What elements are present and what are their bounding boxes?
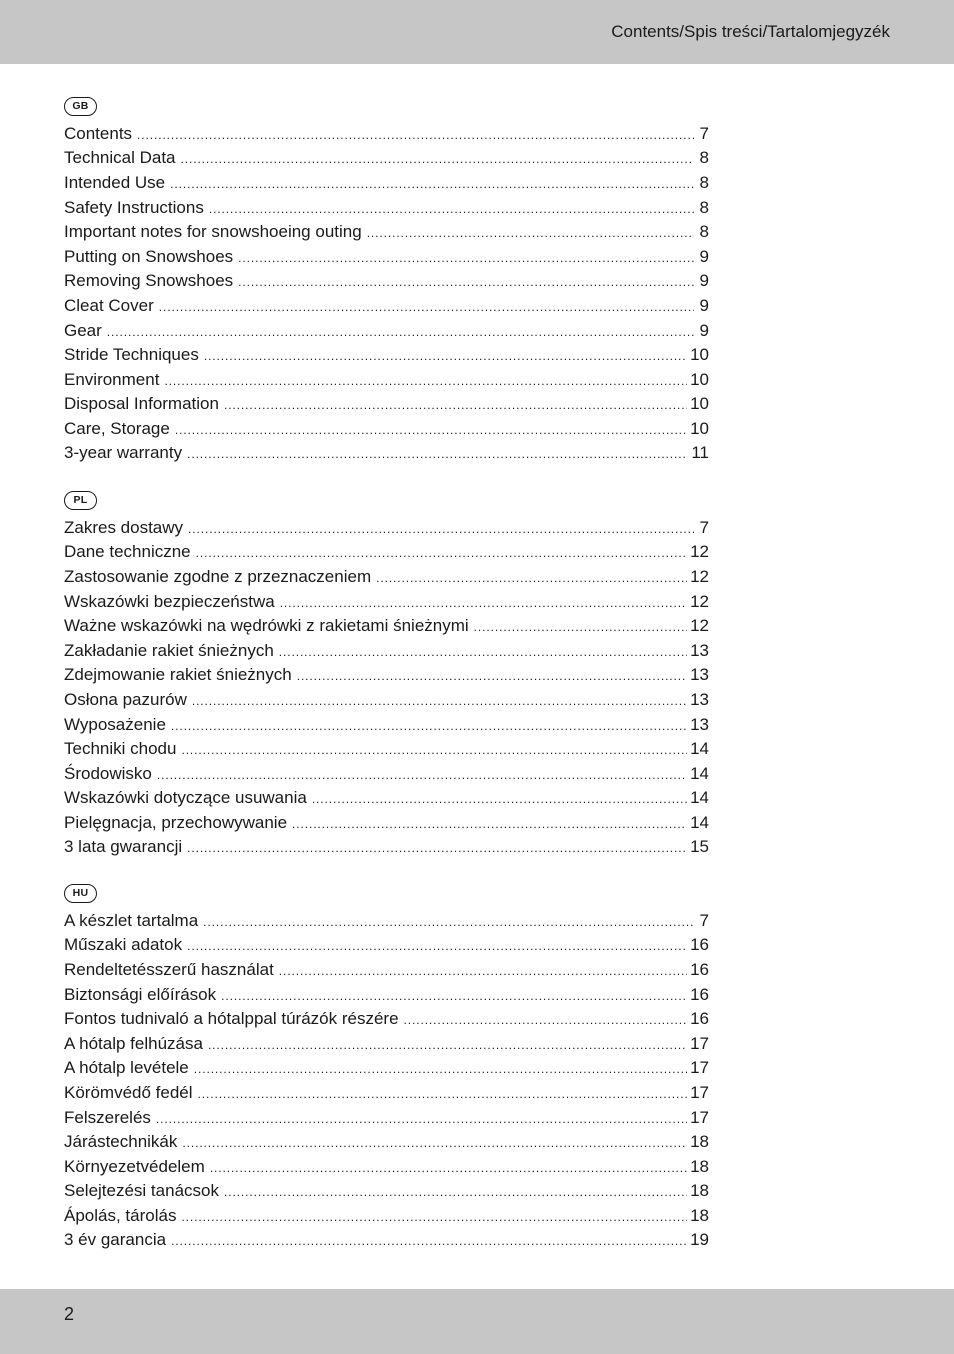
toc-entry-title: Műszaki adatok: [64, 935, 183, 955]
toc-entry: [64, 540, 709, 565]
toc-entry: [64, 441, 709, 466]
toc-entry-page: 17: [690, 1058, 709, 1078]
toc-entry-title: Zastosowanie zgodne z przeznaczeniem: [64, 566, 372, 586]
toc-list-pl: [64, 516, 709, 860]
toc-entry-title: Safety Instructions: [64, 197, 204, 217]
toc-dot-leader: [171, 1229, 687, 1254]
toc-dot-leader: [196, 541, 687, 566]
toc-entry-title: Wyposażenie: [64, 714, 166, 734]
toc-entry-page: 16: [690, 984, 709, 1004]
toc-dot-leader: [203, 910, 694, 935]
toc-entry-title: Putting on Snowshoes: [64, 246, 234, 266]
language-badge-gb: GB: [64, 97, 97, 116]
toc-entry: [64, 122, 709, 147]
toc-entry-title: A hótalp felhúzása: [64, 1033, 203, 1053]
toc-entry: [64, 368, 709, 393]
toc-entry: [64, 1204, 709, 1229]
toc-entry-page: 15: [690, 837, 709, 857]
toc-entry: [64, 811, 709, 836]
toc-dot-leader: [181, 1205, 687, 1230]
toc-dot-leader: [171, 714, 687, 739]
language-badge-hu: HU: [64, 884, 97, 903]
toc-entry-page: 17: [690, 1033, 709, 1053]
toc-entry-title: Zakładanie rakiet śnieżnych: [64, 640, 274, 660]
toc-entry-page: 18: [690, 1132, 709, 1152]
toc-entry-page: 13: [690, 714, 709, 734]
toc-entry-page: 17: [690, 1107, 709, 1127]
toc-entry: [64, 983, 709, 1008]
toc-entry-title: Technical Data: [64, 148, 176, 168]
toc-entry-page: 16: [690, 1009, 709, 1029]
toc-entry: [64, 146, 709, 171]
toc-entry-title: Rendeltetésszerű használat: [64, 959, 274, 979]
toc-dot-leader: [198, 1082, 688, 1107]
toc-dot-leader: [224, 393, 687, 418]
toc-dot-leader: [182, 1131, 687, 1156]
toc-entry: [64, 663, 709, 688]
toc-entry: [64, 269, 709, 294]
toc-dot-leader: [292, 812, 687, 837]
toc-entry: [64, 713, 709, 738]
toc-entry-page: 10: [690, 345, 709, 365]
toc-entry-title: Important notes for snowshoeing outing: [64, 222, 362, 242]
toc-dot-leader: [188, 517, 694, 542]
toc-dot-leader: [156, 1107, 687, 1132]
toc-dot-leader: [159, 295, 694, 320]
toc-entry: [64, 294, 709, 319]
toc-entry-page: 13: [690, 665, 709, 685]
toc-entry-page: 10: [690, 418, 709, 438]
toc-dot-leader: [376, 566, 687, 591]
toc-entry-title: Stride Techniques: [64, 345, 199, 365]
toc-entry: [64, 933, 709, 958]
toc-entry: [64, 835, 709, 860]
toc-dot-leader: [280, 591, 687, 616]
language-badge-pl: PL: [64, 491, 97, 510]
toc-entry: [64, 196, 709, 221]
toc-entry-title: Techniki chodu: [64, 739, 177, 759]
toc-dot-leader: [157, 763, 687, 788]
toc-entry: [64, 1106, 709, 1131]
toc-entry-page: 12: [690, 616, 709, 636]
toc-entry-title: Pielęgnacja, przechowywanie: [64, 812, 288, 832]
toc-entry-title: Removing Snowshoes: [64, 271, 234, 291]
toc-dot-leader: [367, 221, 694, 246]
toc-list-gb: [64, 122, 709, 466]
toc-list-hu: [64, 909, 709, 1253]
toc-entry: [64, 392, 709, 417]
toc-entry: [64, 909, 709, 934]
toc-entry-title: Ápolás, tárolás: [64, 1205, 177, 1225]
toc-dot-leader: [238, 246, 694, 271]
toc-entry-title: Biztonsági előírások: [64, 984, 217, 1004]
toc-entry-page: 18: [690, 1156, 709, 1176]
toc-entry: [64, 1130, 709, 1155]
toc-entry-page: 7: [699, 910, 709, 930]
toc-dot-leader: [192, 689, 687, 714]
toc-entry-page: 13: [690, 689, 709, 709]
toc-entry-page: 8: [699, 197, 709, 217]
toc-entry-title: Járástechnikák: [64, 1132, 178, 1152]
toc-entry: [64, 1081, 709, 1106]
toc-entry-title: Environment: [64, 369, 160, 389]
toc-entry: [64, 1179, 709, 1204]
toc-entry: [64, 245, 709, 270]
toc-entry-title: Fontos tudnivaló a hótalppal túrázók részére: [64, 1009, 399, 1029]
toc-entry-title: Zdejmowanie rakiet śnieżnych: [64, 665, 292, 685]
toc-entry-title: Körömvédő fedél: [64, 1082, 193, 1102]
toc-entry-title: 3 lata gwarancji: [64, 837, 183, 857]
toc-section-hu: [64, 883, 709, 1253]
toc-entry-page: 7: [699, 517, 709, 537]
toc-entry-page: 16: [690, 935, 709, 955]
toc-entry-page: 14: [690, 739, 709, 759]
toc-entry-title: 3-year warranty: [64, 443, 183, 463]
toc-dot-leader: [474, 615, 687, 640]
toc-entry-title: Selejtezési tanácsok: [64, 1181, 219, 1201]
header-bar: [0, 0, 954, 64]
toc-entry-title: Intended Use: [64, 172, 166, 192]
toc-entry-title: Gear: [64, 320, 102, 340]
toc-entry-title: Ważne wskazówki na wędrówki z rakietami śnieżnymi: [64, 616, 469, 636]
toc-entry: [64, 688, 709, 713]
toc-entry: [64, 1155, 709, 1180]
toc-entry: [64, 417, 709, 442]
toc-entry: [64, 590, 709, 615]
toc-entry-page: 14: [690, 812, 709, 832]
page-header-title: Contents/Spis treści/Tartalomjegyzék: [611, 22, 890, 41]
toc-entry-page: 12: [690, 591, 709, 611]
toc-dot-leader: [170, 172, 694, 197]
toc-entry-page: 9: [699, 271, 709, 291]
toc-entry-title: 3 év garancia: [64, 1230, 167, 1250]
toc-entry-title: Wskazówki dotyczące usuwania: [64, 788, 307, 808]
footer-bar: [0, 1289, 954, 1354]
toc-dot-leader: [204, 344, 687, 369]
page-number: 2: [64, 1304, 75, 1324]
toc-dot-leader: [164, 369, 687, 394]
toc-dot-leader: [137, 123, 694, 148]
toc-entry-page: 19: [690, 1230, 709, 1250]
toc-dot-leader: [279, 959, 687, 984]
toc-dot-leader: [187, 442, 688, 467]
toc-entry-page: 8: [699, 222, 709, 242]
toc-entry-page: 16: [690, 959, 709, 979]
toc-entry: [64, 220, 709, 245]
toc-dot-leader: [238, 270, 694, 295]
toc-entry: [64, 958, 709, 983]
toc-entry: [64, 565, 709, 590]
toc-entry: [64, 614, 709, 639]
toc-entry: [64, 1007, 709, 1032]
toc-section-gb: [64, 96, 709, 466]
toc-entry-page: 10: [690, 394, 709, 414]
toc-dot-leader: [297, 664, 687, 689]
toc-entry-page: 11: [691, 443, 709, 463]
toc-entry-page: 18: [690, 1205, 709, 1225]
toc-dot-leader: [404, 1008, 688, 1033]
toc-entry: [64, 1056, 709, 1081]
toc-dot-leader: [208, 1033, 687, 1058]
toc-entry-title: Wskazówki bezpieczeństwa: [64, 591, 275, 611]
toc-section-pl: [64, 490, 709, 860]
toc-entry-page: 8: [699, 172, 709, 192]
toc-entry-page: 18: [690, 1181, 709, 1201]
toc-dot-leader: [210, 1156, 687, 1181]
toc-entry-title: Disposal Information: [64, 394, 219, 414]
toc-dot-leader: [194, 1057, 687, 1082]
toc-entry-title: A hótalp levétele: [64, 1058, 189, 1078]
toc-entry-title: Środowisko: [64, 763, 152, 783]
toc-entry-title: Care, Storage: [64, 418, 170, 438]
toc-entry-page: 9: [699, 246, 709, 266]
toc-entry-page: 14: [690, 788, 709, 808]
toc-entry: [64, 171, 709, 196]
toc-entry-title: Osłona pazurów: [64, 689, 187, 709]
toc-entry: [64, 319, 709, 344]
toc-entry-title: Dane techniczne: [64, 542, 191, 562]
toc-entry-page: 7: [699, 123, 709, 143]
toc-entry: [64, 786, 709, 811]
toc-entry-page: 8: [699, 148, 709, 168]
toc-dot-leader: [224, 1180, 687, 1205]
toc-entry-page: 9: [699, 320, 709, 340]
toc-dot-leader: [107, 320, 694, 345]
toc-entry: [64, 343, 709, 368]
toc-entry: [64, 737, 709, 762]
toc-dot-leader: [209, 197, 694, 222]
toc-dot-leader: [175, 418, 687, 443]
toc-entry-title: Környezetvédelem: [64, 1156, 205, 1176]
toc-entry: [64, 516, 709, 541]
toc-entry-title: Felszerelés: [64, 1107, 151, 1127]
toc-entry-page: 12: [690, 566, 709, 586]
toc-entry-page: 14: [690, 763, 709, 783]
toc-dot-leader: [187, 934, 687, 959]
toc-dot-leader: [181, 147, 694, 172]
toc-dot-leader: [181, 738, 687, 763]
toc-entry: [64, 639, 709, 664]
toc-entry-page: 17: [690, 1082, 709, 1102]
toc-dot-leader: [187, 836, 687, 861]
toc-entry-title: Contents: [64, 123, 133, 143]
toc-entry-title: Zakres dostawy: [64, 517, 184, 537]
toc-entry: [64, 1032, 709, 1057]
toc-entry-title: Cleat Cover: [64, 295, 154, 315]
toc-entry-title: A készlet tartalma: [64, 910, 199, 930]
toc-entry-page: 12: [690, 542, 709, 562]
toc-dot-leader: [312, 787, 687, 812]
toc-dot-leader: [221, 984, 687, 1009]
toc-entry-page: 9: [699, 295, 709, 315]
toc-entry: [64, 762, 709, 787]
toc-entry-page: 13: [690, 640, 709, 660]
toc-dot-leader: [279, 640, 687, 665]
toc-entry-page: 10: [690, 369, 709, 389]
toc-entry: [64, 1228, 709, 1253]
